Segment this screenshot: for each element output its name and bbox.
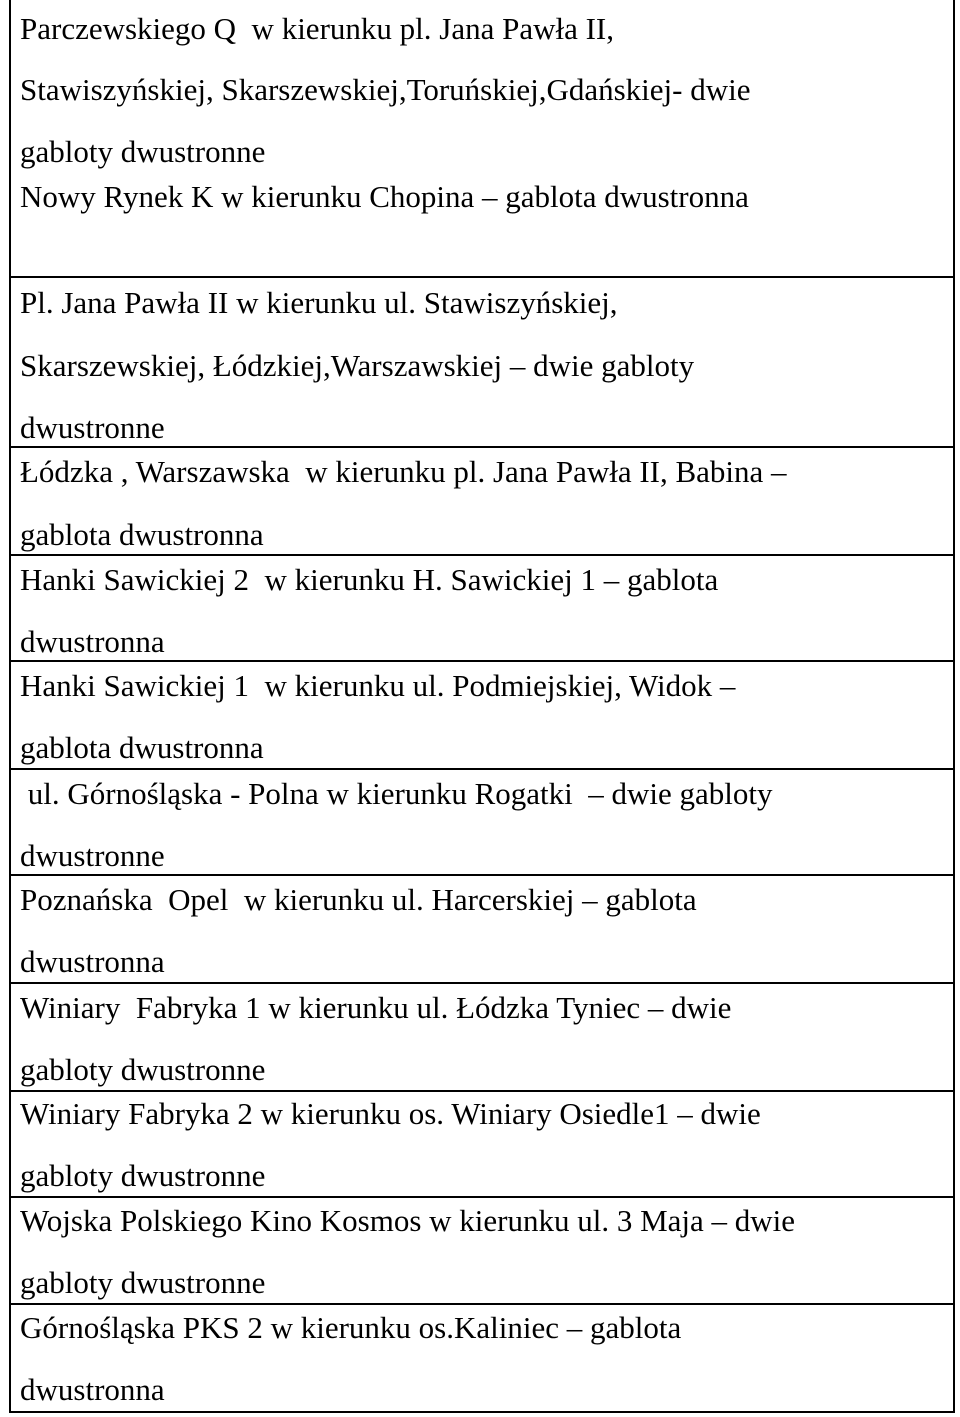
row-text-line: ul. Górnośląska - Polna w kierunku Rogatki – dwie gabloty (20, 776, 773, 811)
row-text-line: Winiary Fabryka 2 w kierunku os. Winiary Osiedle1 – dwie (20, 1096, 761, 1131)
row-text-line: dwustronna (20, 624, 165, 659)
row-text-line: dwustronne (20, 838, 165, 873)
row-text-line: gabloty dwustronne (20, 1265, 266, 1300)
row-text-line: Hanki Sawickiej 2 w kierunku H. Sawickiej 1 – gablota (20, 562, 719, 597)
row-text-line: Poznańska Opel w kierunku ul. Harcerskiej – gablota (20, 882, 697, 917)
row-text-line: dwustronne (20, 410, 165, 445)
row-text-line: Skarszewskiej, Łódzkiej,Warszawskiej – dwie gabloty (20, 348, 695, 383)
row-text-line: gabloty dwustronne (20, 1052, 266, 1087)
row-text-line: Parczewskiego Q w kierunku pl. Jana Pawła II, (20, 11, 614, 46)
row-text-line: dwustronna (20, 944, 165, 979)
row-text-line: Winiary Fabryka 1 w kierunku ul. Łódzka Tyniec – dwie (20, 990, 732, 1025)
row-text-line: Hanki Sawickiej 1 w kierunku ul. Podmiejskiej, Widok – (20, 668, 736, 703)
row-text-line: gablota dwustronna (20, 517, 264, 552)
row-text-line: dwustronna (20, 1372, 165, 1407)
row-text-line: Nowy Rynek K w kierunku Chopina – gablota dwustronna (20, 179, 749, 214)
row-text-line: gabloty dwustronne (20, 1158, 266, 1193)
row-text-line: gabloty dwustronne (20, 134, 266, 169)
row-text-line: Górnośląska PKS 2 w kierunku os.Kaliniec – gablota (20, 1310, 682, 1345)
row-text-line: Stawiszyńskiej, Skarszewskiej,Toruńskiej,Gdańskiej- dwie (20, 72, 751, 107)
row-text-line: Wojska Polskiego Kino Kosmos w kierunku ul. 3 Maja – dwie (20, 1203, 796, 1238)
stops-grid (9, 0, 955, 1413)
row-text-line: Łódzka , Warszawska w kierunku pl. Jana Pawła II, Babina – (20, 454, 787, 489)
row-text-line: Pl. Jana Pawła II w kierunku ul. Stawiszyńskiej, (20, 285, 618, 320)
row-text-line: gablota dwustronna (20, 730, 264, 765)
